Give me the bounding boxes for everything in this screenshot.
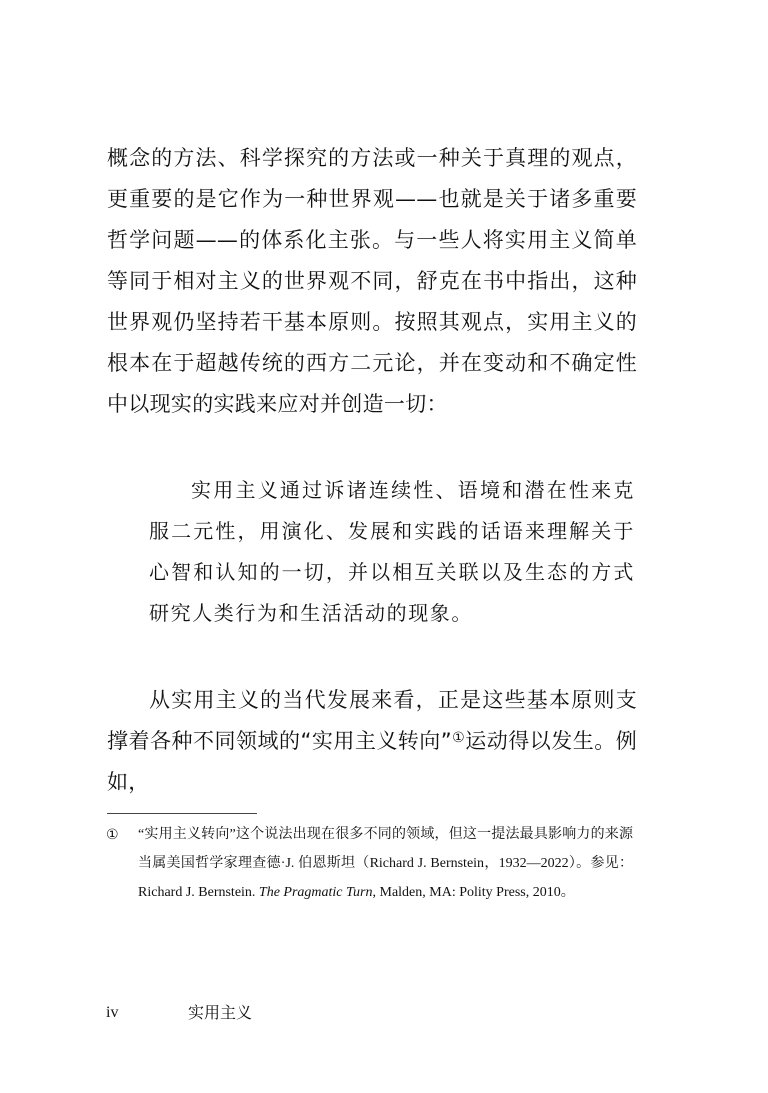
footnote-text-end: , Malden, MA: Polity Press, 2010。 [372, 885, 575, 900]
paragraph-2-text-start: 从实用主义的当代发展来看，正是这些基本原则支撑着各种不同领域的“实用主义转向” [107, 688, 637, 753]
footnote-divider [107, 813, 257, 814]
page-number: iv [106, 1004, 119, 1021]
footnote-marker: ① [106, 827, 119, 843]
body-paragraph-1: 概念的方法、科学探究的方法或一种关于真理的观点，更重要的是它作为一种世界观——也就是关于诸多重要哲学问题——的体系化主张。与一些人将实用主义简单等同于相对主义的世界观不同，舒克在书中指出，这种世界观仍坚持若干基本原则。按照其观点，实用主义的根本在于超越传统的西方二元论，并在变动和不确定性中以现实的实践来应对并创造一切： [107, 146, 637, 416]
block-quote: 实用主义通过诉诸连续性、语境和潜在性来克服二元性，用演化、发展和实践的话语来理解关于心智和认知的一切，并以相互关联以及生态的方式研究人类行为和生活活动的现象。 [149, 478, 635, 625]
footnote-text [138, 820, 633, 907]
footnote-book-title: The Pragmatic Turn [258, 885, 373, 900]
footnote-reference[interactable]: ① [451, 730, 466, 746]
body-paragraph-2 [107, 680, 637, 803]
paragraph-2-text-end: 运动得以发生。例如， [107, 729, 637, 794]
footnote-text-start: “实用主义转向”这个说法出现在很多不同的领域，但这一提法最具影响力的来源当属美国哲学家理查德·J. 伯恩斯坦（Richard J. Bernstein，1932—2022）。参见：Richard J. Bernstein. [138, 827, 633, 900]
running-title: 实用主义 [188, 1003, 253, 1022]
